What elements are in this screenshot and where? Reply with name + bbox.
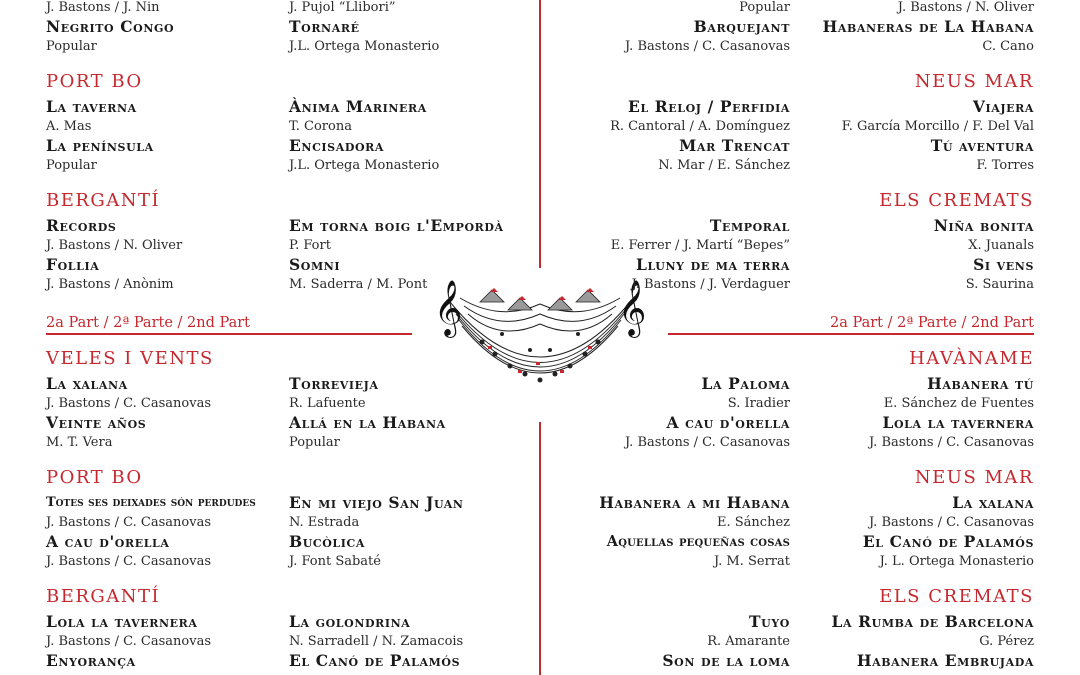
- song-item: [46, 0, 286, 17]
- song-item: [550, 216, 790, 255]
- song-author: Popular: [46, 39, 97, 54]
- song-item: [794, 532, 1034, 571]
- group-title-els-cremats-2: ELS CREMATS: [879, 586, 1034, 607]
- song-title: Tú aventura: [930, 136, 1034, 155]
- song-title: Son de la loma: [662, 651, 790, 670]
- song-item: [289, 413, 529, 452]
- song-item: [289, 136, 529, 175]
- song-item: [289, 255, 529, 294]
- song-title: Mar Trencat: [679, 136, 790, 155]
- song-author: R. Lafuente: [289, 396, 366, 411]
- song-author: J. Bastons / Anònim: [46, 277, 174, 292]
- song-author: N. Estrada: [289, 515, 360, 530]
- song-item: [289, 216, 529, 255]
- song-item: [794, 651, 1034, 671]
- song-item: [46, 413, 286, 452]
- song-item: [550, 651, 790, 671]
- song-title: Negrito Congo: [46, 17, 175, 36]
- song-item: [550, 374, 790, 413]
- song-item: [550, 493, 790, 532]
- song-title: Aquellas pequeñas cosas: [606, 533, 790, 550]
- song-title: Viajera: [972, 97, 1034, 116]
- song-item: [46, 216, 286, 255]
- group-title-els-cremats: ELS CREMATS: [879, 190, 1034, 211]
- song-title: La Paloma: [701, 374, 790, 393]
- song-title: Follia: [46, 255, 100, 274]
- song-author: J. Bastons / C. Casanovas: [46, 515, 212, 530]
- song-item: [289, 17, 529, 56]
- center-divider-bottom: [539, 422, 541, 675]
- song-item: [550, 532, 790, 571]
- song-item: [550, 97, 790, 136]
- song-author: R. Cantoral / A. Domínguez: [610, 119, 790, 134]
- song-author: J. Bastons / C. Casanovas: [868, 515, 1034, 530]
- song-item: [550, 413, 790, 452]
- song-title: Ànima Marinera: [289, 97, 427, 116]
- song-title: Enyorança: [46, 651, 136, 670]
- song-author: X. Juanals: [968, 238, 1034, 253]
- song-item: [550, 255, 790, 294]
- group-title-port-bo: PORT BO: [46, 71, 143, 92]
- song-item: [46, 493, 286, 532]
- song-title: Habanera a mi Habana: [599, 493, 790, 512]
- song-item: [289, 0, 529, 17]
- song-author: J.L. Ortega Monasterio: [289, 158, 440, 173]
- song-author: J. Bastons / J. Verdaguer: [631, 277, 790, 292]
- song-title: La xalana: [952, 493, 1034, 512]
- group-title-bergant: BERGANTÍ: [46, 190, 161, 211]
- part-divider-right: [668, 333, 1034, 335]
- song-author: J. Bastons / C. Casanovas: [624, 39, 790, 54]
- song-author: G. Pérez: [979, 634, 1034, 649]
- song-item: [794, 493, 1034, 532]
- song-title: La golondrina: [289, 612, 411, 631]
- song-item: [289, 374, 529, 413]
- song-title: Tuyo: [749, 612, 790, 631]
- song-title: Em torna boig l'Empordà: [289, 216, 504, 235]
- song-item: [46, 651, 286, 671]
- song-author: E. Sánchez de Fuentes: [883, 396, 1034, 411]
- song-item: [289, 97, 529, 136]
- song-item: [46, 532, 286, 571]
- song-author: N. Mar / E. Sánchez: [658, 158, 790, 173]
- song-title: Lola la tavernera: [46, 612, 198, 631]
- song-title: Habanera tú: [927, 374, 1034, 393]
- song-title: Totes ses deixades són perdudes: [46, 495, 256, 510]
- song-title: El Canó de Palamós: [289, 651, 461, 670]
- song-title: La xalana: [46, 374, 128, 393]
- song-author: E. Sánchez: [717, 515, 790, 530]
- group-title-neus-mar: NEUS MAR: [914, 71, 1034, 92]
- song-title: Si vens: [973, 255, 1034, 274]
- second-part-label-left: 2a Part / 2ª Parte / 2nd Part: [46, 315, 250, 331]
- song-title: Tornaré: [289, 17, 360, 36]
- song-title: Habaneras de La Habana: [822, 17, 1034, 36]
- song-item: [550, 136, 790, 175]
- song-author: M. Saderra / M. Pont: [289, 277, 428, 292]
- song-item: [289, 532, 529, 571]
- song-item: [550, 0, 790, 17]
- song-item: [289, 612, 529, 651]
- song-item: [794, 216, 1034, 255]
- group-title-neus-mar-2: NEUS MAR: [914, 467, 1034, 488]
- song-title: Lola la tavernera: [882, 413, 1034, 432]
- song-title: La península: [46, 136, 154, 155]
- song-title: Barquejant: [693, 17, 790, 36]
- song-item: [46, 374, 286, 413]
- song-author: A. Mas: [46, 119, 92, 134]
- song-title: Records: [46, 216, 117, 235]
- song-title: El Canó de Palamós: [862, 532, 1034, 551]
- song-author: J.L. Ortega Monasterio: [289, 39, 440, 54]
- song-title: Encisadora: [289, 136, 385, 155]
- song-author: N. Sarradell / N. Zamacois: [289, 634, 464, 649]
- song-title: Allá en la Habana: [289, 413, 446, 432]
- group-title-port-bo-2: PORT BO: [46, 467, 143, 488]
- song-item: [289, 651, 529, 671]
- song-title: Niña bonita: [933, 216, 1034, 235]
- song-author: Popular: [289, 435, 340, 450]
- song-title: Veinte años: [46, 413, 147, 432]
- song-title: Temporal: [709, 216, 790, 235]
- song-author: Popular: [739, 0, 790, 15]
- center-divider-top: [539, 0, 541, 268]
- song-author: Popular: [46, 158, 97, 173]
- song-title: La Rumba de Barcelona: [831, 612, 1034, 631]
- song-item: [46, 136, 286, 175]
- group-title-bergant-2: BERGANTÍ: [46, 586, 161, 607]
- song-item: [794, 17, 1034, 56]
- song-author: F. García Morcillo / F. Del Val: [841, 119, 1034, 134]
- song-item: [794, 374, 1034, 413]
- song-author: J. Bastons / C. Casanovas: [46, 396, 212, 411]
- song-item: [550, 612, 790, 651]
- song-title: Bucòlica: [289, 532, 365, 551]
- song-item: [794, 612, 1034, 651]
- song-title: Somni: [289, 255, 341, 274]
- song-author: J. L. Ortega Monasterio: [879, 554, 1034, 569]
- song-title: Torrevieja: [289, 374, 379, 393]
- svg-text:𝄞: 𝄞: [434, 280, 463, 336]
- song-item: [550, 17, 790, 56]
- song-author: J. Bastons / N. Oliver: [897, 0, 1034, 15]
- song-title: El Reloj / Perfidia: [628, 97, 790, 116]
- song-item: [46, 255, 286, 294]
- song-title: A cau d'orella: [666, 413, 790, 432]
- song-author: J. Pujol “Llibori”: [289, 0, 396, 15]
- song-title: Habanera Embrujada: [856, 651, 1034, 670]
- song-author: J. Bastons / C. Casanovas: [46, 554, 212, 569]
- song-item: [289, 493, 529, 532]
- song-author: J. Bastons / C. Casanovas: [46, 634, 212, 649]
- song-author: M. T. Vera: [46, 435, 113, 450]
- song-author: J. Bastons / C. Casanovas: [624, 435, 790, 450]
- song-item: [46, 612, 286, 651]
- part-divider-left: [46, 333, 412, 335]
- song-author: J. Bastons / C. Casanovas: [868, 435, 1034, 450]
- song-author: E. Ferrer / J. Martí “Bepes”: [610, 238, 790, 253]
- song-author: T. Corona: [289, 119, 352, 134]
- group-title-havaname: HAVÀNAME: [909, 348, 1034, 369]
- svg-text:𝄞: 𝄞: [618, 280, 647, 336]
- group-title-veles-i-vents: VELES I VENTS: [46, 348, 214, 369]
- song-item: [46, 97, 286, 136]
- song-item: [46, 17, 286, 56]
- song-title: A cau d'orella: [46, 532, 170, 551]
- song-title: Lluny de ma terra: [636, 255, 790, 274]
- song-title: La taverna: [46, 97, 137, 116]
- second-part-label-right: 2a Part / 2ª Parte / 2nd Part: [830, 315, 1034, 331]
- song-author: J. M. Serrat: [713, 554, 790, 569]
- song-author: S. Saurina: [965, 277, 1034, 292]
- song-author: J. Bastons / J. Nin: [46, 0, 160, 15]
- song-author: P. Fort: [289, 238, 331, 253]
- song-item: [794, 0, 1034, 17]
- song-author: F. Torres: [976, 158, 1034, 173]
- song-item: [794, 97, 1034, 136]
- song-author: J. Font Sabaté: [289, 554, 381, 569]
- song-author: J. Bastons / N. Oliver: [46, 238, 183, 253]
- song-author: R. Amarante: [707, 634, 790, 649]
- song-author: S. Iradier: [727, 396, 790, 411]
- song-title: En mi viejo San Juan: [289, 493, 464, 512]
- song-item: [794, 413, 1034, 452]
- song-item: [794, 255, 1034, 294]
- song-author: C. Cano: [982, 39, 1034, 54]
- song-item: [794, 136, 1034, 175]
